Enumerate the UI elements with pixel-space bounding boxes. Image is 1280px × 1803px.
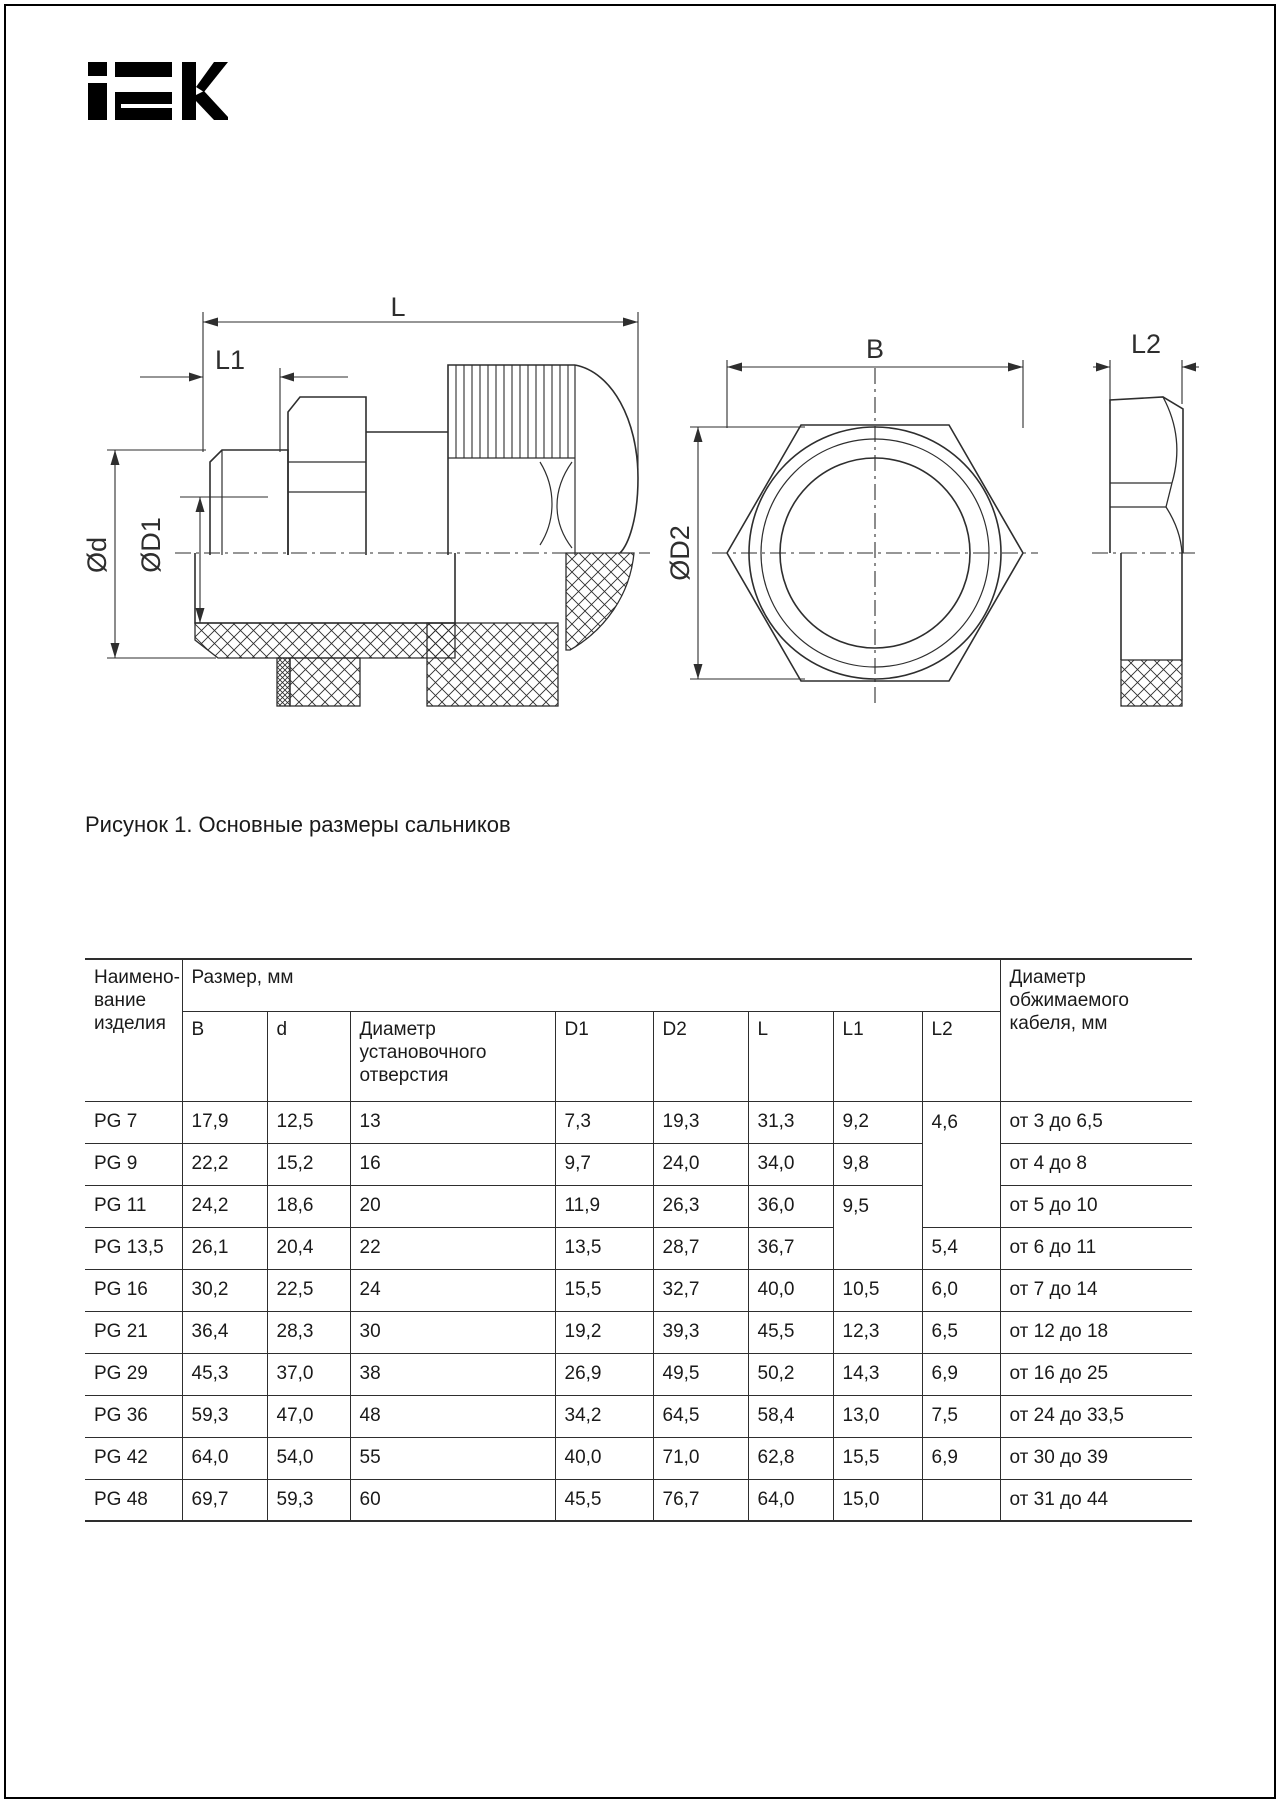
cell-l1: 15,0	[833, 1479, 922, 1521]
dim-label-l2: L2	[1130, 329, 1162, 359]
dim-label-od2: ØD2	[665, 525, 695, 581]
col-header-l1: L1	[833, 1011, 922, 1101]
table-row	[85, 1269, 1192, 1311]
cell-d: 47,0	[267, 1395, 350, 1437]
cell-l2: 7,5	[922, 1395, 1000, 1437]
cell-hole: 38	[350, 1353, 555, 1395]
cell-d2: 76,7	[653, 1479, 748, 1521]
cell-d1: 9,7	[555, 1143, 653, 1185]
cell-l: 34,0	[748, 1143, 833, 1185]
cell-d1: 13,5	[555, 1227, 653, 1269]
cell-d1: 26,9	[555, 1353, 653, 1395]
col-header-cable: Диаметр обжимаемого кабеля, мм	[1000, 959, 1192, 1101]
cell-cable: от 24 до 33,5	[1000, 1395, 1192, 1437]
cell-l2: 4,6	[922, 1101, 1000, 1227]
locknut-view-drawing	[1092, 397, 1200, 706]
cell-b: 26,1	[182, 1227, 267, 1269]
cell-d2: 28,7	[653, 1227, 748, 1269]
cell-l1: 10,5	[833, 1269, 922, 1311]
cell-d2: 24,0	[653, 1143, 748, 1185]
dimensions-table	[85, 958, 1192, 1522]
cell-name: PG 21	[85, 1311, 182, 1353]
cell-name: PG 11	[85, 1185, 182, 1227]
col-header-l2: L2	[922, 1011, 1000, 1101]
cell-b: 36,4	[182, 1311, 267, 1353]
cell-cable: от 5 до 10	[1000, 1185, 1192, 1227]
cell-d: 54,0	[267, 1437, 350, 1479]
cell-cable: от 7 до 14	[1000, 1269, 1192, 1311]
cell-d: 18,6	[267, 1185, 350, 1227]
cell-d1: 11,9	[555, 1185, 653, 1227]
dim-label-l1: L1	[214, 345, 246, 375]
cell-l: 36,7	[748, 1227, 833, 1269]
col-header-size-group: Размер, мм	[182, 959, 1000, 1011]
cell-hole: 13	[350, 1101, 555, 1143]
cell-l: 40,0	[748, 1269, 833, 1311]
cell-name: PG 9	[85, 1143, 182, 1185]
dim-label-od1: ØD1	[136, 517, 166, 573]
cell-l: 62,8	[748, 1437, 833, 1479]
cell-b: 24,2	[182, 1185, 267, 1227]
cell-hole: 55	[350, 1437, 555, 1479]
cell-d1: 34,2	[555, 1395, 653, 1437]
cell-d1: 7,3	[555, 1101, 653, 1143]
cell-d1: 15,5	[555, 1269, 653, 1311]
cell-l: 64,0	[748, 1479, 833, 1521]
col-header-l: L	[748, 1011, 833, 1101]
cell-hole: 16	[350, 1143, 555, 1185]
col-header-b: B	[182, 1011, 267, 1101]
cell-d2: 71,0	[653, 1437, 748, 1479]
cell-l1: 12,3	[833, 1311, 922, 1353]
cell-l2: 6,0	[922, 1269, 1000, 1311]
cell-hole: 22	[350, 1227, 555, 1269]
table-row	[85, 1437, 1192, 1479]
cell-name: PG 48	[85, 1479, 182, 1521]
table-row	[85, 1395, 1192, 1437]
cell-l: 58,4	[748, 1395, 833, 1437]
cell-name: PG 36	[85, 1395, 182, 1437]
cell-d2: 26,3	[653, 1185, 748, 1227]
table-header-row-1	[85, 959, 1192, 1011]
dim-label-od: Ød	[82, 536, 112, 574]
dim-label-b: B	[865, 334, 885, 364]
cell-hole: 60	[350, 1479, 555, 1521]
cell-d: 59,3	[267, 1479, 350, 1521]
cell-cable: от 12 до 18	[1000, 1311, 1192, 1353]
cell-b: 64,0	[182, 1437, 267, 1479]
cell-l2: 6,9	[922, 1353, 1000, 1395]
col-header-d2: D2	[653, 1011, 748, 1101]
col-header-d: d	[267, 1011, 350, 1101]
cell-d: 15,2	[267, 1143, 350, 1185]
cell-l1: 14,3	[833, 1353, 922, 1395]
cell-name: PG 7	[85, 1101, 182, 1143]
cell-l2: 6,5	[922, 1311, 1000, 1353]
cell-d: 12,5	[267, 1101, 350, 1143]
cell-l1: 9,2	[833, 1101, 922, 1143]
cell-l: 36,0	[748, 1185, 833, 1227]
cell-b: 45,3	[182, 1353, 267, 1395]
table-row	[85, 1143, 1192, 1185]
cell-d1: 40,0	[555, 1437, 653, 1479]
table-row	[85, 1353, 1192, 1395]
side-view-dimensions	[107, 312, 638, 658]
table-row	[85, 1101, 1192, 1143]
front-view-drawing	[712, 368, 1038, 706]
cell-name: PG 42	[85, 1437, 182, 1479]
cell-hole: 30	[350, 1311, 555, 1353]
cell-cable: от 30 до 39	[1000, 1437, 1192, 1479]
cell-b: 59,3	[182, 1395, 267, 1437]
cell-d: 20,4	[267, 1227, 350, 1269]
cell-l2	[922, 1479, 1000, 1521]
cell-d: 37,0	[267, 1353, 350, 1395]
cell-hole: 24	[350, 1269, 555, 1311]
figure-caption: Рисунок 1. Основные размеры сальников	[85, 812, 511, 837]
cell-cable: от 31 до 44	[1000, 1479, 1192, 1521]
cell-l: 31,3	[748, 1101, 833, 1143]
table-row	[85, 1227, 1192, 1269]
cell-d2: 64,5	[653, 1395, 748, 1437]
cell-hole: 20	[350, 1185, 555, 1227]
cell-b: 17,9	[182, 1101, 267, 1143]
cell-b: 22,2	[182, 1143, 267, 1185]
cell-d2: 39,3	[653, 1311, 748, 1353]
dim-label-l: L	[390, 292, 406, 322]
cell-name: PG 29	[85, 1353, 182, 1395]
table-row	[85, 1479, 1192, 1521]
cell-l1: 9,8	[833, 1143, 922, 1185]
cell-cable: от 6 до 11	[1000, 1227, 1192, 1269]
cell-l: 45,5	[748, 1311, 833, 1353]
cell-l1: 9,5	[833, 1185, 922, 1269]
side-view-drawing	[175, 365, 650, 706]
cell-b: 30,2	[182, 1269, 267, 1311]
col-header-d1: D1	[555, 1011, 653, 1101]
cell-l2: 5,4	[922, 1227, 1000, 1269]
cell-name: PG 16	[85, 1269, 182, 1311]
cell-l: 50,2	[748, 1353, 833, 1395]
cell-d: 28,3	[267, 1311, 350, 1353]
cell-d1: 19,2	[555, 1311, 653, 1353]
cell-d2: 32,7	[653, 1269, 748, 1311]
cell-l1: 13,0	[833, 1395, 922, 1437]
col-header-product: Наимено- вание изделия	[85, 959, 182, 1101]
col-header-hole: Диаметр установочного отверстия	[350, 1011, 555, 1101]
table-row	[85, 1311, 1192, 1353]
cell-name: PG 13,5	[85, 1227, 182, 1269]
cell-l1: 15,5	[833, 1437, 922, 1479]
cell-l2: 6,9	[922, 1437, 1000, 1479]
cell-cable: от 16 до 25	[1000, 1353, 1192, 1395]
cell-b: 69,7	[182, 1479, 267, 1521]
table-row	[85, 1185, 1192, 1227]
cell-cable: от 3 до 6,5	[1000, 1101, 1192, 1143]
cell-d1: 45,5	[555, 1479, 653, 1521]
cell-cable: от 4 до 8	[1000, 1143, 1192, 1185]
cell-d: 22,5	[267, 1269, 350, 1311]
cell-hole: 48	[350, 1395, 555, 1437]
cell-d2: 19,3	[653, 1101, 748, 1143]
cell-d2: 49,5	[653, 1353, 748, 1395]
